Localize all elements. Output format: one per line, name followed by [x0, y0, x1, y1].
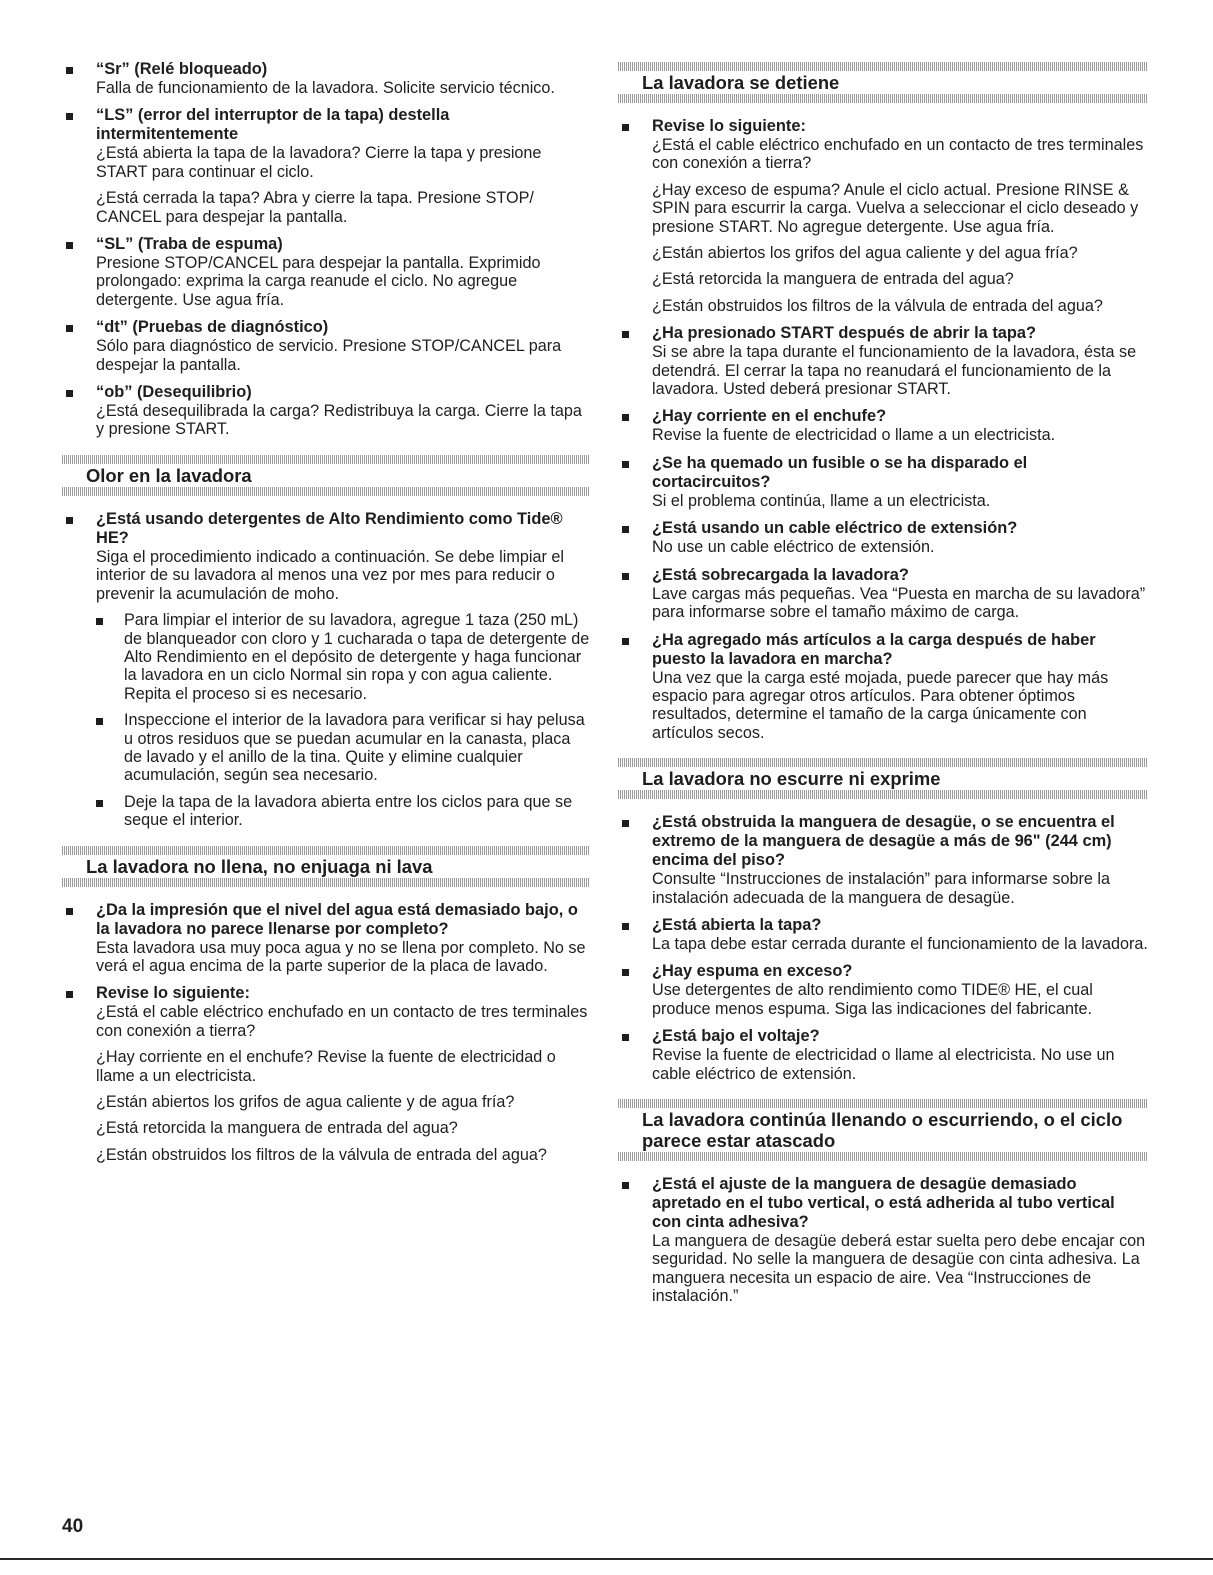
bullet-icon: [622, 124, 629, 131]
right-column: [618, 60, 1148, 1315]
list-item: [62, 901, 590, 976]
item-text: ¿Están abiertos los grifos de agua caliente y de agua fría?: [96, 1093, 515, 1111]
bullet-icon: [622, 331, 629, 338]
section-heading-olor: [62, 455, 590, 496]
section-heading-continua: [618, 1099, 1148, 1161]
bullet-icon: [66, 113, 73, 120]
bullet-icon: [66, 242, 73, 249]
item-text: ¿Hay corriente en el enchufe? Revise la fuente de electricidad o llame a un electricista.: [96, 1048, 556, 1085]
item-text: ¿Está abierta la tapa de la lavadora? Cierre la tapa y presione START para continuar el ciclo.: [96, 144, 542, 181]
item-heading: Revise lo siguiente:: [652, 117, 806, 135]
item-text: ¿Están abiertos los grifos del agua caliente y del agua fría?: [652, 244, 1078, 263]
item-heading: ¿Hay espuma en exceso?: [652, 962, 853, 981]
item-text: Una vez que la carga esté mojada, puede parecer que hay más espacio para agregar otros artículos. Para obtener óptimos resultados, determine el tamaño de la carga únicamente con artículos secos.: [652, 668, 1109, 742]
list-item: [62, 106, 590, 226]
bullet-icon: [66, 67, 73, 74]
item-text: Lave cargas más pequeñas. Vea “Puesta en marcha de su lavadora” para informarse sobre el tamaño máximo de carga.: [652, 584, 1146, 622]
item-text: La manguera de desagüe deberá estar suelta pero debe encajar con seguridad. No selle la manguera de desagüe con cinta adhesiva. La manguera necesita un espacio de aire. Vea “Instrucciones de instalación.”: [652, 1231, 1146, 1306]
list-item: [62, 235, 590, 309]
list-item: [618, 962, 1148, 1018]
item-text: Use detergentes de alto rendimiento como TIDE® HE, el cual produce menos espuma. Siga las indicaciones del fabricante.: [652, 981, 1093, 1018]
list-item: [62, 510, 590, 830]
section-title: La lavadora no escurre ni exprime: [642, 768, 941, 790]
divider: [618, 94, 1148, 103]
sub-item-text: Deje la tapa de la lavadora abierta entre los ciclos para que se seque el interior.: [124, 792, 573, 830]
bullet-icon: [96, 718, 103, 725]
item-text: Sólo para diagnóstico de servicio. Presione STOP/CANCEL para despejar la pantalla.: [96, 337, 562, 374]
item-heading: ¿Hay corriente en el enchufe?: [652, 407, 887, 426]
divider: [618, 1099, 1148, 1108]
sub-item-text: Para limpiar el interior de su lavadora, agregue 1 taza (250 mL) de blanqueador con cloro y 1 cucharada o tapa de detergente de Alto Rendimiento en el depósito de detergente y haga funcionar la lavadora en un ciclo Normal sin ropa y con agua caliente. Repita el proceso si es necesario.: [124, 611, 590, 703]
item-text: Revise la fuente de electricidad o llame a un electricista.: [652, 426, 1056, 445]
item-text: Presione STOP/CANCEL para despejar la pantalla. Exprimido prolongado: exprima la carga reanude el ciclo. No agregue detergente. Use agua fría.: [96, 254, 541, 309]
divider: [62, 846, 590, 855]
bullet-icon: [96, 618, 103, 625]
bullet-icon: [622, 1182, 629, 1189]
item-text: Esta lavadora usa muy poca agua y no se llena por completo. No se verá el agua encima de la parte superior de la placa de lavado.: [96, 938, 586, 975]
bullet-icon: [622, 526, 629, 533]
item-heading: ¿Está el ajuste de la manguera de desagüe demasiado apretado en el tubo vertical, o está adherida al tubo vertical con cinta adhesiva?: [652, 1174, 1115, 1231]
item-text: ¿Hay exceso de espuma? Anule el ciclo actual. Presione RINSE & SPIN para escurrir la carga. Vuelva a seleccionar el ciclo deseado y presione START. No agregue detergente. Use agua fría.: [652, 180, 1139, 236]
item-text: Siga el procedimiento indicado a continuación. Se debe limpiar el interior de su lavadora al menos una vez por mes para reducir o prevenir la acumulación de moho.: [96, 547, 564, 603]
divider: [62, 455, 590, 464]
list-item: [618, 117, 1148, 315]
item-text: ¿Están obstruidos los filtros de la válvula de entrada del agua?: [96, 1145, 547, 1164]
item-text: ¿Está retorcida la manguera de entrada del agua?: [652, 270, 1014, 289]
sub-list-item: [96, 793, 590, 830]
list-item: [62, 984, 590, 1164]
bullet-icon: [66, 991, 73, 998]
bullet-icon: [66, 325, 73, 332]
list-item: [618, 324, 1148, 398]
item-heading: ¿Está bajo el voltaje?: [652, 1027, 820, 1046]
item-text: La tapa debe estar cerrada durante el funcionamiento de la lavadora.: [652, 934, 1148, 953]
item-heading: ¿Está usando detergentes de Alto Rendimiento como Tide® HE?: [96, 509, 563, 547]
footer-divider: [0, 1558, 1213, 1560]
item-heading: ¿Está abierta la tapa?: [652, 915, 822, 934]
item-text: Si el problema continúa, llame a un electricista.: [652, 491, 991, 510]
section-heading-no-llena: [62, 846, 590, 887]
item-text: ¿Están obstruidos los filtros de la válvula de entrada del agua?: [652, 296, 1103, 315]
list-item: [62, 383, 590, 439]
bullet-icon: [622, 461, 629, 468]
item-text: ¿Está retorcida la manguera de entrada del agua?: [96, 1119, 458, 1138]
left-column: [62, 60, 590, 1173]
item-heading: “SL” (Traba de espuma): [96, 235, 283, 254]
item-heading: ¿Ha presionado START después de abrir la tapa?: [652, 324, 1037, 343]
item-heading: ¿Da la impresión que el nivel del agua está demasiado bajo, o la lavadora no parece llenarse por completo?: [96, 900, 578, 938]
section-title: La lavadora no llena, no enjuaga ni lava: [86, 855, 433, 877]
bullet-icon: [66, 390, 73, 397]
divider: [618, 62, 1148, 71]
sub-list-item: [96, 711, 590, 785]
item-heading: ¿Ha agregado más artículos a la carga después de haber puesto la lavadora en marcha?: [652, 630, 1096, 668]
sub-item-text: Inspeccione el interior de la lavadora para verificar si hay pelusa u otros residuos que se puedan acumular en la canasta, placa de lavado y el anillo de la tina. Quite y elimine cualquier acumulación, según sea necesario.: [124, 711, 585, 785]
item-heading: ¿Está sobrecargada la lavadora?: [652, 565, 909, 584]
item-text: Revise la fuente de electricidad o llame al electricista. No use un cable eléctrico de extensión.: [652, 1046, 1115, 1083]
sub-list-item: [96, 611, 590, 703]
list-item: [618, 813, 1148, 907]
item-text: ¿Está el cable eléctrico enchufado en un contacto de tres terminales con conexión a tierra?: [652, 136, 1144, 173]
divider: [62, 878, 590, 887]
list-item: [618, 916, 1148, 953]
list-item: [618, 566, 1148, 622]
item-text: ¿Está desequilibrada la carga? Redistribuya la carga. Cierre la tapa y presione START.: [96, 402, 582, 439]
bullet-icon: [96, 800, 103, 807]
bullet-icon: [622, 414, 629, 421]
section-heading-no-escurre: [618, 758, 1148, 799]
item-heading: “ob” (Desequilibrio): [96, 383, 252, 402]
list-item: [618, 519, 1148, 556]
item-heading: ¿Está obstruida la manguera de desagüe, o se encuentra el extremo de la manguera de desagüe a más de 96" (244 cm) encima del piso?: [652, 813, 1115, 870]
section-title: Olor en la lavadora: [86, 464, 252, 486]
divider: [618, 1152, 1148, 1161]
list-item: [618, 631, 1148, 743]
list-item: [62, 60, 590, 97]
bullet-icon: [66, 517, 73, 524]
item-heading: “Sr” (Relé bloqueado): [96, 60, 268, 78]
page-number: 40: [62, 1516, 84, 1537]
item-text: No use un cable eléctrico de extensión.: [652, 538, 935, 557]
bullet-icon: [622, 820, 629, 827]
bullet-icon: [622, 923, 629, 930]
bullet-icon: [622, 573, 629, 580]
section-title: La lavadora continúa llenando o escurriendo, o el ciclo parece estar atascado: [642, 1108, 1123, 1151]
item-heading: ¿Está usando un cable eléctrico de extensión?: [652, 519, 1018, 538]
item-text: ¿Está cerrada la tapa? Abra y cierre la tapa. Presione STOP/ CANCEL para despejar la pantalla.: [96, 189, 534, 226]
divider: [618, 758, 1148, 767]
bullet-icon: [66, 908, 73, 915]
item-text: Si se abre la tapa durante el funcionamiento de la lavadora, ésta se detendrá. El cerrar la tapa no reanudará el funcionamiento de la lavadora. Usted deberá presionar START.: [652, 343, 1137, 399]
bullet-icon: [622, 1034, 629, 1041]
list-item: [618, 454, 1148, 510]
item-text: ¿Está el cable eléctrico enchufado en un contacto de tres terminales con conexión a tierra?: [96, 1003, 588, 1040]
item-heading: “dt” (Pruebas de diagnóstico): [96, 318, 329, 337]
item-text: Consulte “Instrucciones de instalación” para informarse sobre la instalación adecuada de la manguera de desagüe.: [652, 870, 1110, 907]
list-item: [618, 407, 1148, 444]
bullet-icon: [622, 969, 629, 976]
item-heading: Revise lo siguiente:: [96, 984, 250, 1003]
list-item: [618, 1027, 1148, 1083]
list-item: [62, 318, 590, 374]
divider: [62, 487, 590, 496]
bullet-icon: [622, 638, 629, 645]
section-title: La lavadora se detiene: [642, 72, 840, 93]
list-item: [618, 1175, 1148, 1306]
item-heading: ¿Se ha quemado un fusible o se ha disparado el cortacircuitos?: [652, 453, 1028, 491]
section-heading-detiene: [618, 62, 1148, 103]
item-heading: “LS” (error del interruptor de la tapa) destella intermitentemente: [96, 106, 450, 144]
divider: [618, 790, 1148, 799]
item-text: Falla de funcionamiento de la lavadora. Solicite servicio técnico.: [96, 79, 555, 97]
